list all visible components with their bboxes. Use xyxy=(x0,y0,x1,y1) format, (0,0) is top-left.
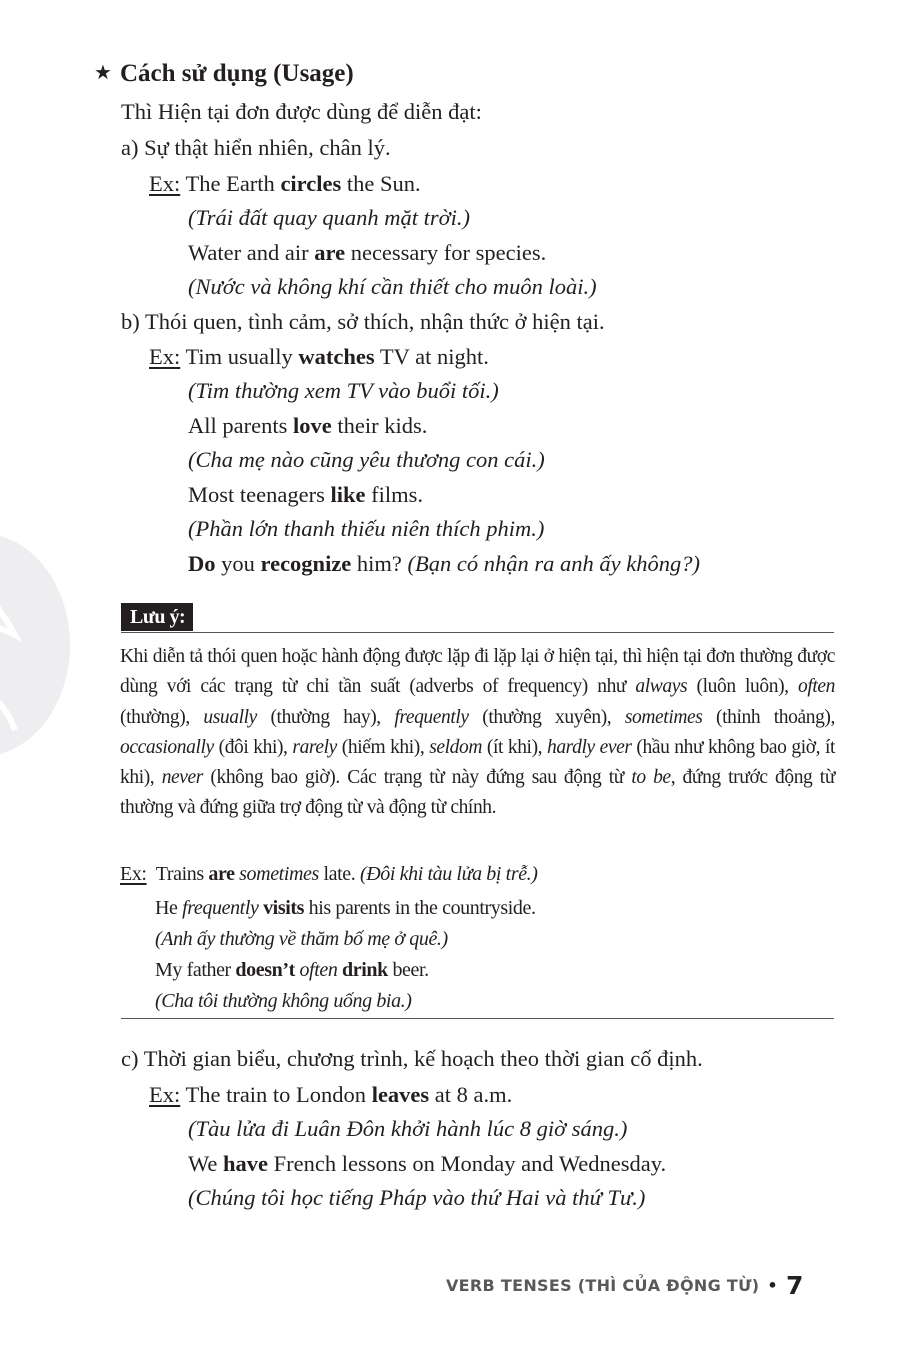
ex-label: Ex: xyxy=(149,1082,181,1107)
example-line: We have French lessons on Monday and Wednesday. xyxy=(188,1151,667,1176)
ex-label: Ex: xyxy=(120,863,147,885)
ex-label: Ex: xyxy=(149,344,181,369)
star-icon: ★ xyxy=(94,60,112,84)
section-b-label: b) Thói quen, tình cảm, sở thích, nhận thức ở hiện tại. xyxy=(121,309,605,334)
page-number: 7 xyxy=(785,1271,804,1300)
translation: (Cha tôi thường không uống bia.) xyxy=(155,990,412,1012)
section-c-label: c) Thời gian biểu, chương trình, kế hoạch theo thời gian cố định. xyxy=(121,1046,703,1071)
translation: (Phần lớn thanh thiếu niên thích phim.) xyxy=(188,516,545,541)
section-a-label: a) Sự thật hiển nhiên, chân lý. xyxy=(121,135,391,160)
note-example-line: Ex: Trains are sometimes late. (Đôi khi tàu lửa bị trễ.) xyxy=(120,863,538,885)
example-line: Do you recognize him? (Bạn có nhận ra anh ấy không?) xyxy=(188,551,700,576)
note-example-line: My father doesn’t often drink beer. xyxy=(155,959,429,981)
publisher-watermark-logo xyxy=(0,530,72,760)
running-title: VERB TENSES (THÌ CỦA ĐỘNG TỪ) xyxy=(446,1276,760,1295)
example-line: Ex: The Earth circles the Sun. xyxy=(149,171,421,196)
note-example-line: He frequently visits his parents in the countryside. xyxy=(155,897,536,919)
section-heading xyxy=(94,60,354,88)
translation: (Anh ấy thường về thăm bố mẹ ở quê.) xyxy=(155,928,448,950)
example-line: Most teenagers like films. xyxy=(188,482,423,507)
example-line: All parents love their kids. xyxy=(188,413,428,438)
translation: (Cha mẹ nào cũng yêu thương con cái.) xyxy=(188,447,545,472)
ex-label: Ex: xyxy=(149,171,181,196)
bullet-separator: • xyxy=(767,1276,778,1295)
translation: (Chúng tôi học tiếng Pháp vào thứ Hai và thứ Tư.) xyxy=(188,1185,646,1210)
note-top-divider xyxy=(121,632,834,633)
translation: (Nước và không khí cần thiết cho muôn loài.) xyxy=(188,274,597,299)
example-line: Ex: The train to London leaves at 8 a.m. xyxy=(149,1082,513,1107)
note-label: Lưu ý: xyxy=(121,603,193,631)
translation: (Tim thường xem TV vào buổi tối.) xyxy=(188,378,499,403)
page-footer xyxy=(446,1268,804,1300)
heading-title: Cách sử dụng (Usage) xyxy=(119,60,354,87)
intro-text: Thì Hiện tại đơn được dùng để diễn đạt: xyxy=(121,99,482,124)
example-line: Water and air are necessary for species. xyxy=(188,240,547,265)
note-bottom-divider xyxy=(121,1018,834,1019)
example-line: Ex: Tim usually watches TV at night. xyxy=(149,344,489,369)
translation: (Trái đất quay quanh mặt trời.) xyxy=(188,205,471,230)
note-paragraph: Khi diễn tả thói quen hoặc hành động được lặp đi lặp lại ở hiện tại, thì hiện tại đơn thường được dùng với các trạng từ chỉ tần suất (adverbs of frequency) như always (luôn luôn), often (thường), usually (thường hay), frequently (thường xuyên), sometimes (thỉnh thoảng), occasionally (đôi khi), rarely (hiếm khi), seldom (ít khi), hardly ever (hầu như không bao giờ, ít khi), never (không bao giờ). Các trạng từ này đứng sau động từ to be, đứng trước động từ thường và đứng giữa trợ động từ và động từ chính. xyxy=(120,646,835,819)
translation: (Tàu lửa đi Luân Đôn khởi hành lúc 8 giờ sáng.) xyxy=(188,1116,628,1141)
